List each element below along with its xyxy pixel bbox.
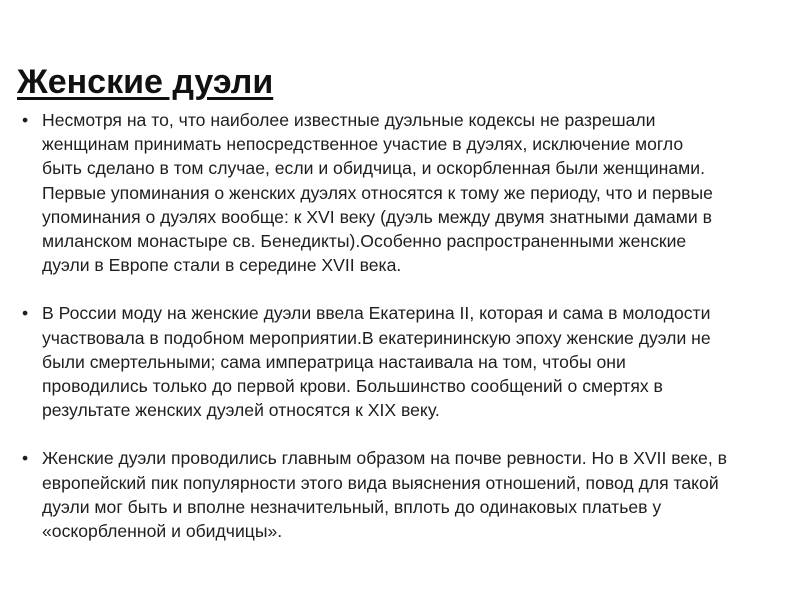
bullet-line: европейский пик популярности этого вида выяснения отношений, повод для такой xyxy=(42,472,719,493)
bullet-line: женщинам принимать непосредственное участие в дуэлях, исключение могло xyxy=(42,134,684,155)
bullet-line: проводились только до первой крови. Большинство сообщений о смертях в xyxy=(42,376,663,397)
bullet-line: дуэли в Европе стали в середине XVII века. xyxy=(42,255,402,276)
bullet-line: Первые упоминания о женских дуэлях относятся к тому же периоду, что и первые xyxy=(42,182,713,203)
bullet-line: результате женских дуэлей относятся к XIX веку. xyxy=(42,400,440,421)
bullet-line: Женские дуэли проводились главным образом на почве ревности. Но в XVII веке, в xyxy=(42,448,727,469)
bullet-line: были смертельными; сама императрица настаивала на том, чтобы они xyxy=(42,351,626,372)
bullet-line: участвовала в подобном мероприятии.В екатерининскую эпоху женские дуэли не xyxy=(42,327,711,348)
bullet-item xyxy=(22,108,800,277)
bullet-line: В России моду на женские дуэли ввела Екатерина II, которая и сама в молодости xyxy=(42,303,711,324)
bullet-line: быть сделано в том случае, если и обидчица, и оскорбленная были женщинами. xyxy=(42,158,705,179)
bullet-line: упоминания о дуэлях вообще: к XVI веку (дуэль между двумя знатными дамами в xyxy=(42,206,712,227)
bullet-line: дуэли мог быть и вполне незначительный, вплоть до одинаковых платьев у xyxy=(42,496,662,517)
bullet-dot-icon: • xyxy=(22,448,29,469)
bullet-dot-icon: • xyxy=(22,110,29,130)
slide-title: Женские дуэли xyxy=(17,63,274,101)
bullet-list xyxy=(22,108,800,567)
bullet-item xyxy=(22,301,800,422)
bullet-line: миланском монастыре св. Бенедикты).Особенно распространенными женские xyxy=(42,231,687,252)
bullet-item xyxy=(22,446,800,543)
bullet-line: Несмотря на то, что наиболее известные дуэльные кодексы не разрешали xyxy=(42,110,656,130)
bullet-line: «оскорбленной и обидчицы». xyxy=(42,521,283,542)
bullet-dot-icon: • xyxy=(22,303,29,324)
